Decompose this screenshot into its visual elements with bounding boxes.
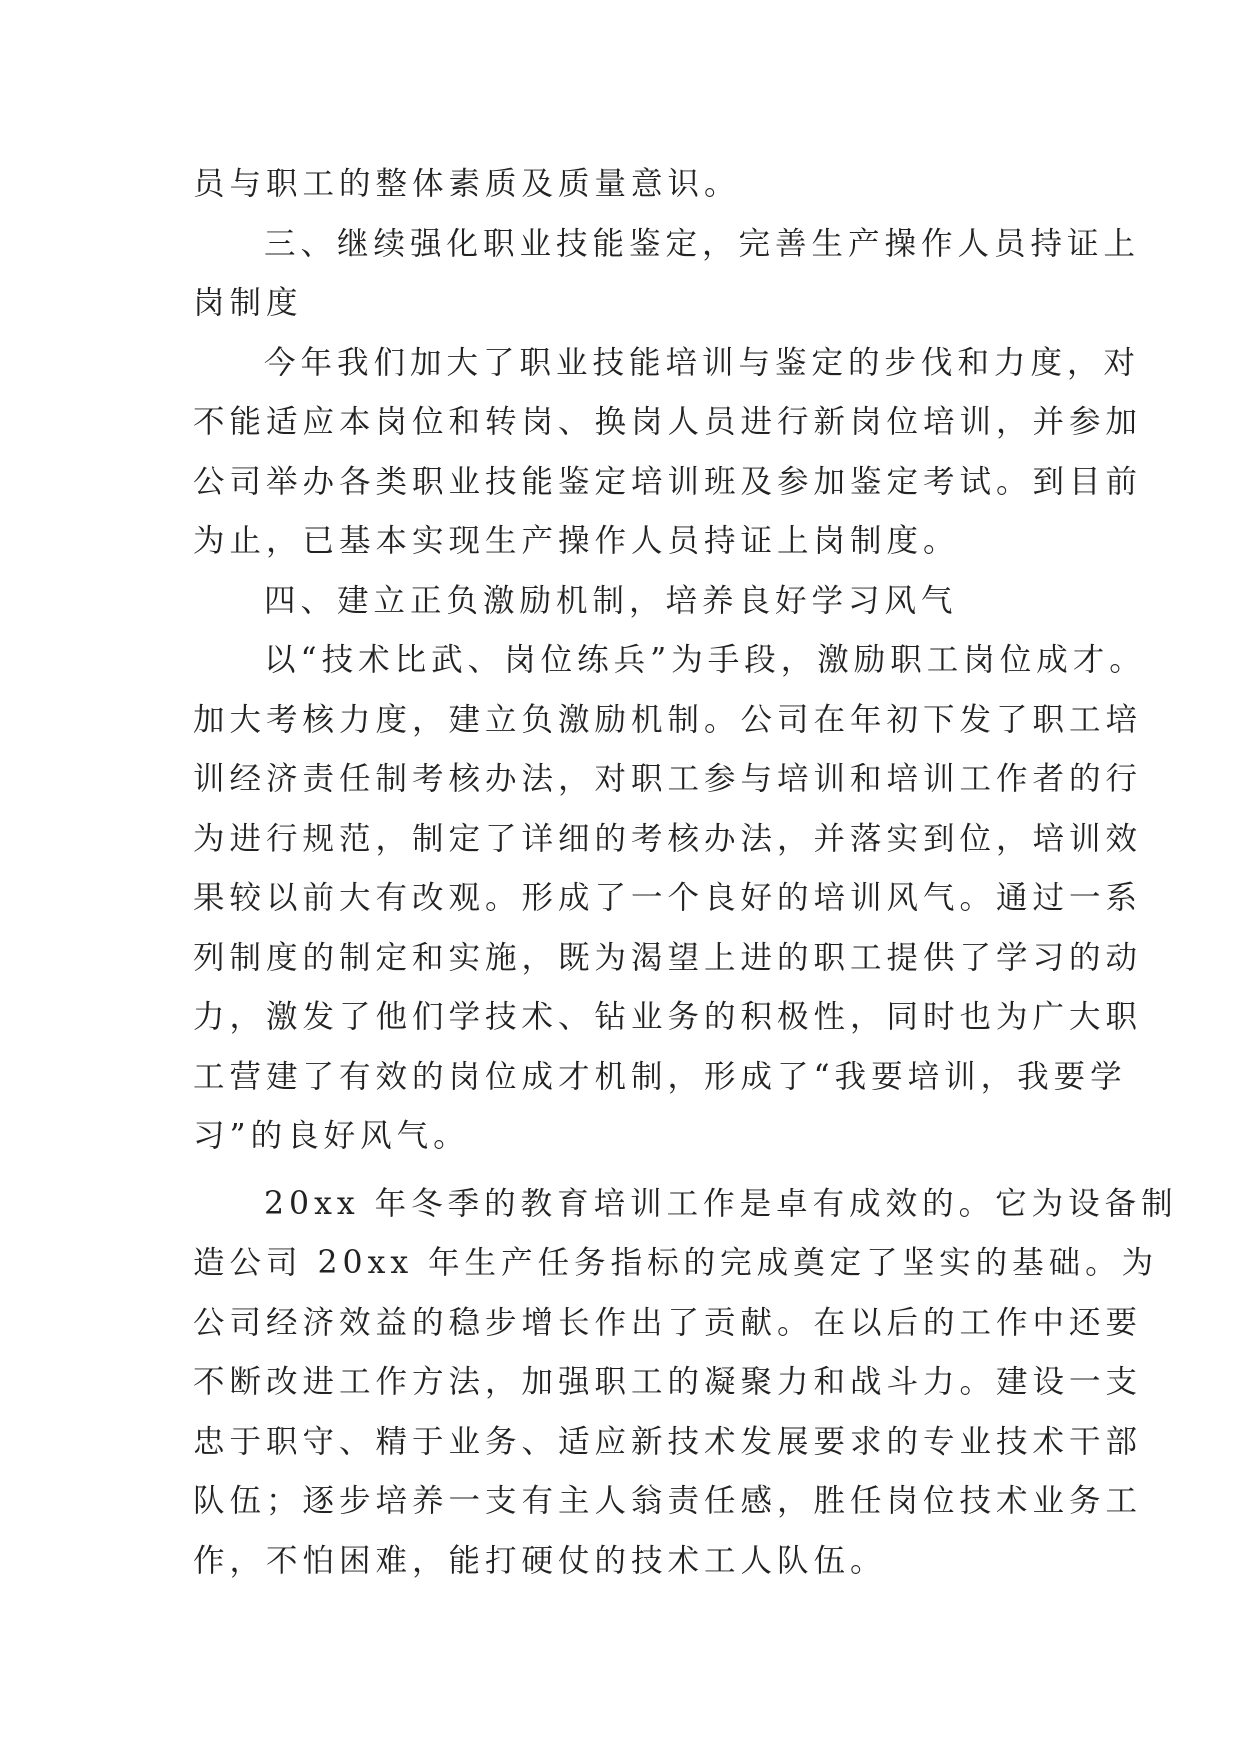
- text-line: 为止，已基本实现生产操作人员持证上岗制度。: [193, 523, 960, 559]
- text-line: 造公司 20xx 年生产任务指标的完成奠定了坚实的基础。为: [193, 1245, 1159, 1281]
- text-line: 今年我们加大了职业技能培训与鉴定的步伐和力度，对: [264, 344, 1141, 381]
- text-line: 为进行规范，制定了详细的考核办法，并落实到位，培训效: [193, 820, 1143, 857]
- paragraph-gap: [193, 1167, 1053, 1175]
- text-line: 工营建了有效的岗位成才机制，形成了“我要培训，我要学: [193, 1058, 1127, 1095]
- text-line: 不断改进工作方法，加强职工的凝聚力和战斗力。建设一支: [193, 1364, 1143, 1400]
- section-heading: 三、继续强化职业技能鉴定，完善生产操作人员持证上: [264, 225, 1141, 262]
- section-heading: 四、建立正负激励机制，培养良好学习风气: [264, 582, 958, 619]
- text-line: 作，不怕困难，能打硬仗的技术工人队伍。: [193, 1542, 887, 1579]
- text-line: 员与职工的整体素质及质量意识。: [193, 166, 741, 202]
- section-heading: 岗制度: [193, 285, 303, 321]
- text-line: 果较以前大有改观。形成了一个良好的培训风气。通过一系: [193, 880, 1143, 916]
- text-line: 加大考核力度，建立负激励机制。公司在年初下发了职工培: [193, 701, 1143, 738]
- text-line: 以“技术比武、岗位练兵”为手段，激励职工岗位成才。: [264, 642, 1146, 678]
- text-line: 不能适应本岗位和转岗、换岗人员进行新岗位培训，并参加: [193, 404, 1143, 440]
- text-line: 公司举办各类职业技能鉴定培训班及参加鉴定考试。到目前: [193, 463, 1143, 500]
- text-line: 习”的良好风气。: [193, 1118, 470, 1154]
- text-line: 公司经济效益的稳步增长作出了贡献。在以后的工作中还要: [193, 1304, 1143, 1341]
- text-line: 忠于职守、精于业务、适应新技术发展要求的专业技术干部: [193, 1423, 1143, 1460]
- document-body: [193, 155, 1178, 1591]
- text-line: 训经济责任制考核办法，对职工参与培训和培训工作者的行: [193, 761, 1143, 797]
- text-line: 20xx 年冬季的教育培训工作是卓有成效的。它为设备制: [264, 1185, 1178, 1222]
- text-line: 列制度的制定和实施，既为渴望上进的职工提供了学习的动: [193, 939, 1143, 976]
- text-line: 队伍；逐步培养一支有主人翁责任感，胜任岗位技术业务工: [193, 1483, 1143, 1519]
- text-line: 力，激发了他们学技术、钻业务的积极性，同时也为广大职: [193, 999, 1143, 1035]
